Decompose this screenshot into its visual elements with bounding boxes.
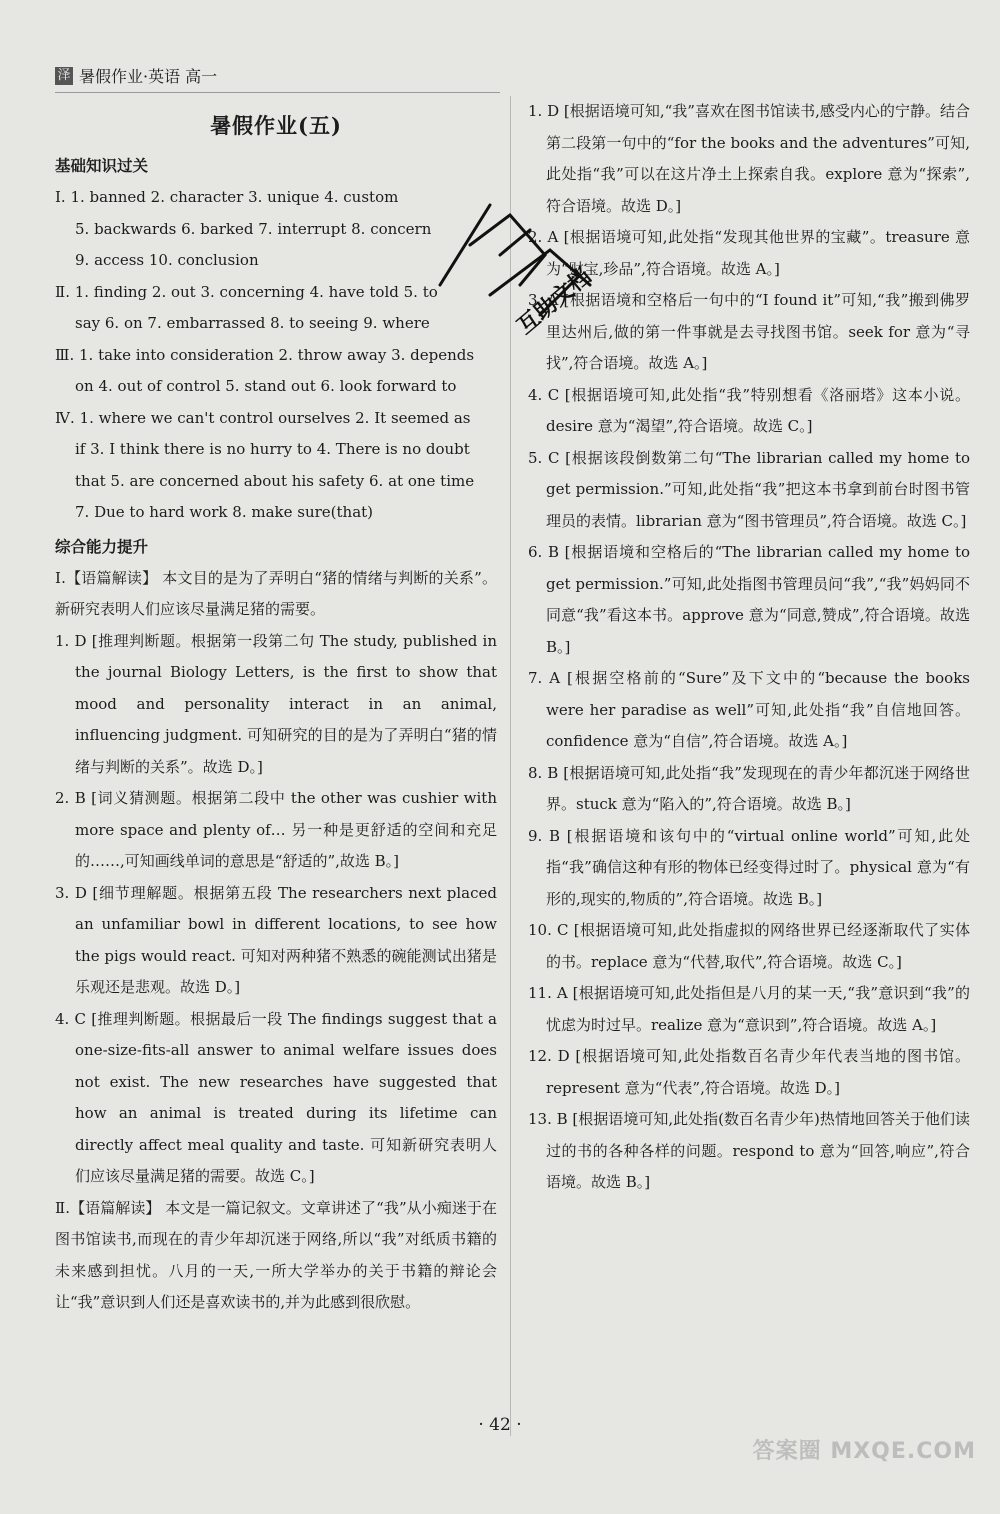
answer-item: 7. A [根据空格前的“Sure”及下文中的“because the books were her paradise as well”可知,此处指“我”自信地回答。confidence 意为“自信”,符合语境。故选 A。] (528, 669, 970, 750)
answer-item: 4. C [根据语境可知,此处指“我”特别想看《洛丽塔》这本小说。desire 意为“渴望”,符合语境。故选 C。] (528, 385, 970, 435)
basic-line: Ⅲ. 1. take into consideration 2. throw away 3. depends (55, 345, 475, 364)
section-heading-advanced: 综合能力提升 (55, 537, 149, 556)
basic-line: if 3. I think there is no hurry to 4. There is no doubt (75, 440, 470, 458)
basic-line: Ⅳ. 1. where we can't control ourselves 2. It seemed as (55, 408, 471, 427)
site-watermark: 答案圈 MXQE.COM (752, 1439, 976, 1464)
answer-item: 8. B [根据语境可知,此处指“我”发现现在的青少年都沉迷于网络世界。stuck 意为“陷入的”,符合语境。故选 B。] (528, 763, 970, 813)
page-title: 暑假作业(五) (210, 113, 342, 138)
section-heading-basic: 基础知识过关 (55, 157, 149, 175)
publisher-badge: 泽 (55, 67, 73, 85)
answer-item: 2. B [词义猜测题。根据第二段中 the other was cushier with more space and plenty of… 另一种是更舒适的空间和充足的……,可知画线单词的意思是“舒适的”,故选 B。] (55, 789, 497, 870)
answer-item: 3. D [细节理解题。根据第五段 The researchers next placed an unfamiliar bowl in different locations, to see how the pigs would react. 可知对两种猪不熟悉的碗能测试出猪是乐观还是悲观。故选 D。] (55, 883, 497, 996)
basic-line: say 6. on 7. embarrassed 8. to seeing 9. where (75, 314, 430, 332)
header-rule (55, 92, 500, 93)
basic-line: 5. backwards 6. barked 7. interrupt 8. concern (75, 219, 432, 238)
handwritten-stamp (430, 195, 600, 355)
basic-line: 7. Due to hard work 8. make sure(that) (75, 503, 374, 521)
answer-item: 4. C [推理判断题。根据最后一段 The findings suggest that a one-size-fits-all answer to animal welfare issues does not exist. The new researches have suggested that how an animal is treated during its lifetime can directly affect meal quality and taste. 可知新研究表明人们应该尽量满足猪的需要。故选 C。] (55, 1009, 497, 1185)
answer-item: 13. B [根据语境可知,此处指(数百名青少年)热情地回答关于他们读过的书的各种各样的问题。respond to 意为“回答,响应”,符合语境。故选 B。] (528, 1110, 970, 1191)
running-header (55, 64, 217, 87)
page-number: · 42 · (478, 1415, 522, 1435)
header-text: 暑假作业·英语 高一 (79, 67, 218, 86)
basic-line: Ⅰ. 1. banned 2. character 3. unique 4. custom (55, 188, 399, 206)
answer-item: 12. D [根据语境可知,此处指数百名青少年代表当地的图书馆。represent 意为“代表”,符合语境。故选 D。] (528, 1047, 970, 1097)
basic-line: Ⅱ. 1. finding 2. out 3. concerning 4. have told 5. to (55, 282, 438, 301)
answer-item: 3. A [根据语境和空格后一句中的“I found it”可知,“我”搬到佛罗里达州后,做的第一件事就是去寻找图书馆。seek for 意为“寻找”,符合语境。故选 A。] (528, 291, 970, 372)
passage-intro: Ⅱ.【语篇解读】 本文是一篇记叙文。文章讲述了“我”从小痴迷于在图书馆读书,而现在的青少年却沉迷于网络,所以“我”对纸质书籍的未来感到担忧。八月的一天,一所大学举办的关于书籍的辩论会让“我”意识到人们还是喜欢读书的,并为此感到很欣慰。 (55, 1198, 497, 1311)
passage-intro: Ⅰ.【语篇解读】 本文目的是为了弄明白“猪的情绪与判断的关系”。新研究表明人们应该尽量满足猪的需要。 (55, 568, 497, 618)
answer-item: 6. B [根据语境和空格后的“The librarian called my home to get permission.”可知,此处指图书管理员问“我”,“我”妈妈同不同意“我”看这本书。approve 意为“同意,赞成”,符合语境。故选 B。] (528, 543, 970, 656)
answer-item: 2. A [根据语境可知,此处指“发现其他世界的宝藏”。treasure 意为“财宝,珍品”,符合语境。故选 A。] (528, 228, 970, 278)
answer-item: 5. C [根据该段倒数第二句“The librarian called my home to get permission.”可知,此处指“我”把这本书拿到前台时图书管理员的表情。librarian 意为“图书管理员”,符合语境。故选 C。] (528, 448, 970, 530)
answer-item: 1. D [推理判断题。根据第一段第二句 The study, published in the journal Biology Letters, is the first to show that mood and personality interact in an animal, influencing judgment. 可知研究的目的是为了弄明白“猪的情绪与判断的关系”。故选 D。] (55, 631, 497, 776)
basic-line: on 4. out of control 5. stand out 6. look forward to (75, 377, 457, 395)
basic-line: 9. access 10. conclusion (75, 251, 259, 269)
basic-line: that 5. are concerned about his safety 6. at one time (75, 471, 475, 490)
answer-item: 9. B [根据语境和该句中的“virtual online world”可知,此处指“我”确信这种有形的物体已经变得过时了。physical 意为“有形的,现实的,物质的”,符合语境。故选 B。] (528, 826, 970, 908)
answer-item: 10. C [根据语境可知,此处指虚拟的网络世界已经逐渐取代了实体的书。replace 意为“代替,取代”,符合语境。故选 C。] (528, 921, 970, 971)
stamp-text: 互助文档 (512, 263, 597, 340)
answer-item: 11. A [根据语境可知,此处指但是八月的某一天,“我”意识到“我”的忧虑为时过早。realize 意为“意识到”,符合语境。故选 A。] (528, 984, 970, 1034)
answer-item: 1. D [根据语境可知,“我”喜欢在图书馆读书,感受内心的宁静。结合第二段第一句中的“for the books and the adventures”可知,此处指“我”可以在这片净土上探索自我。explore 意为“探索”,符合语境。故选 D。] (528, 102, 970, 215)
